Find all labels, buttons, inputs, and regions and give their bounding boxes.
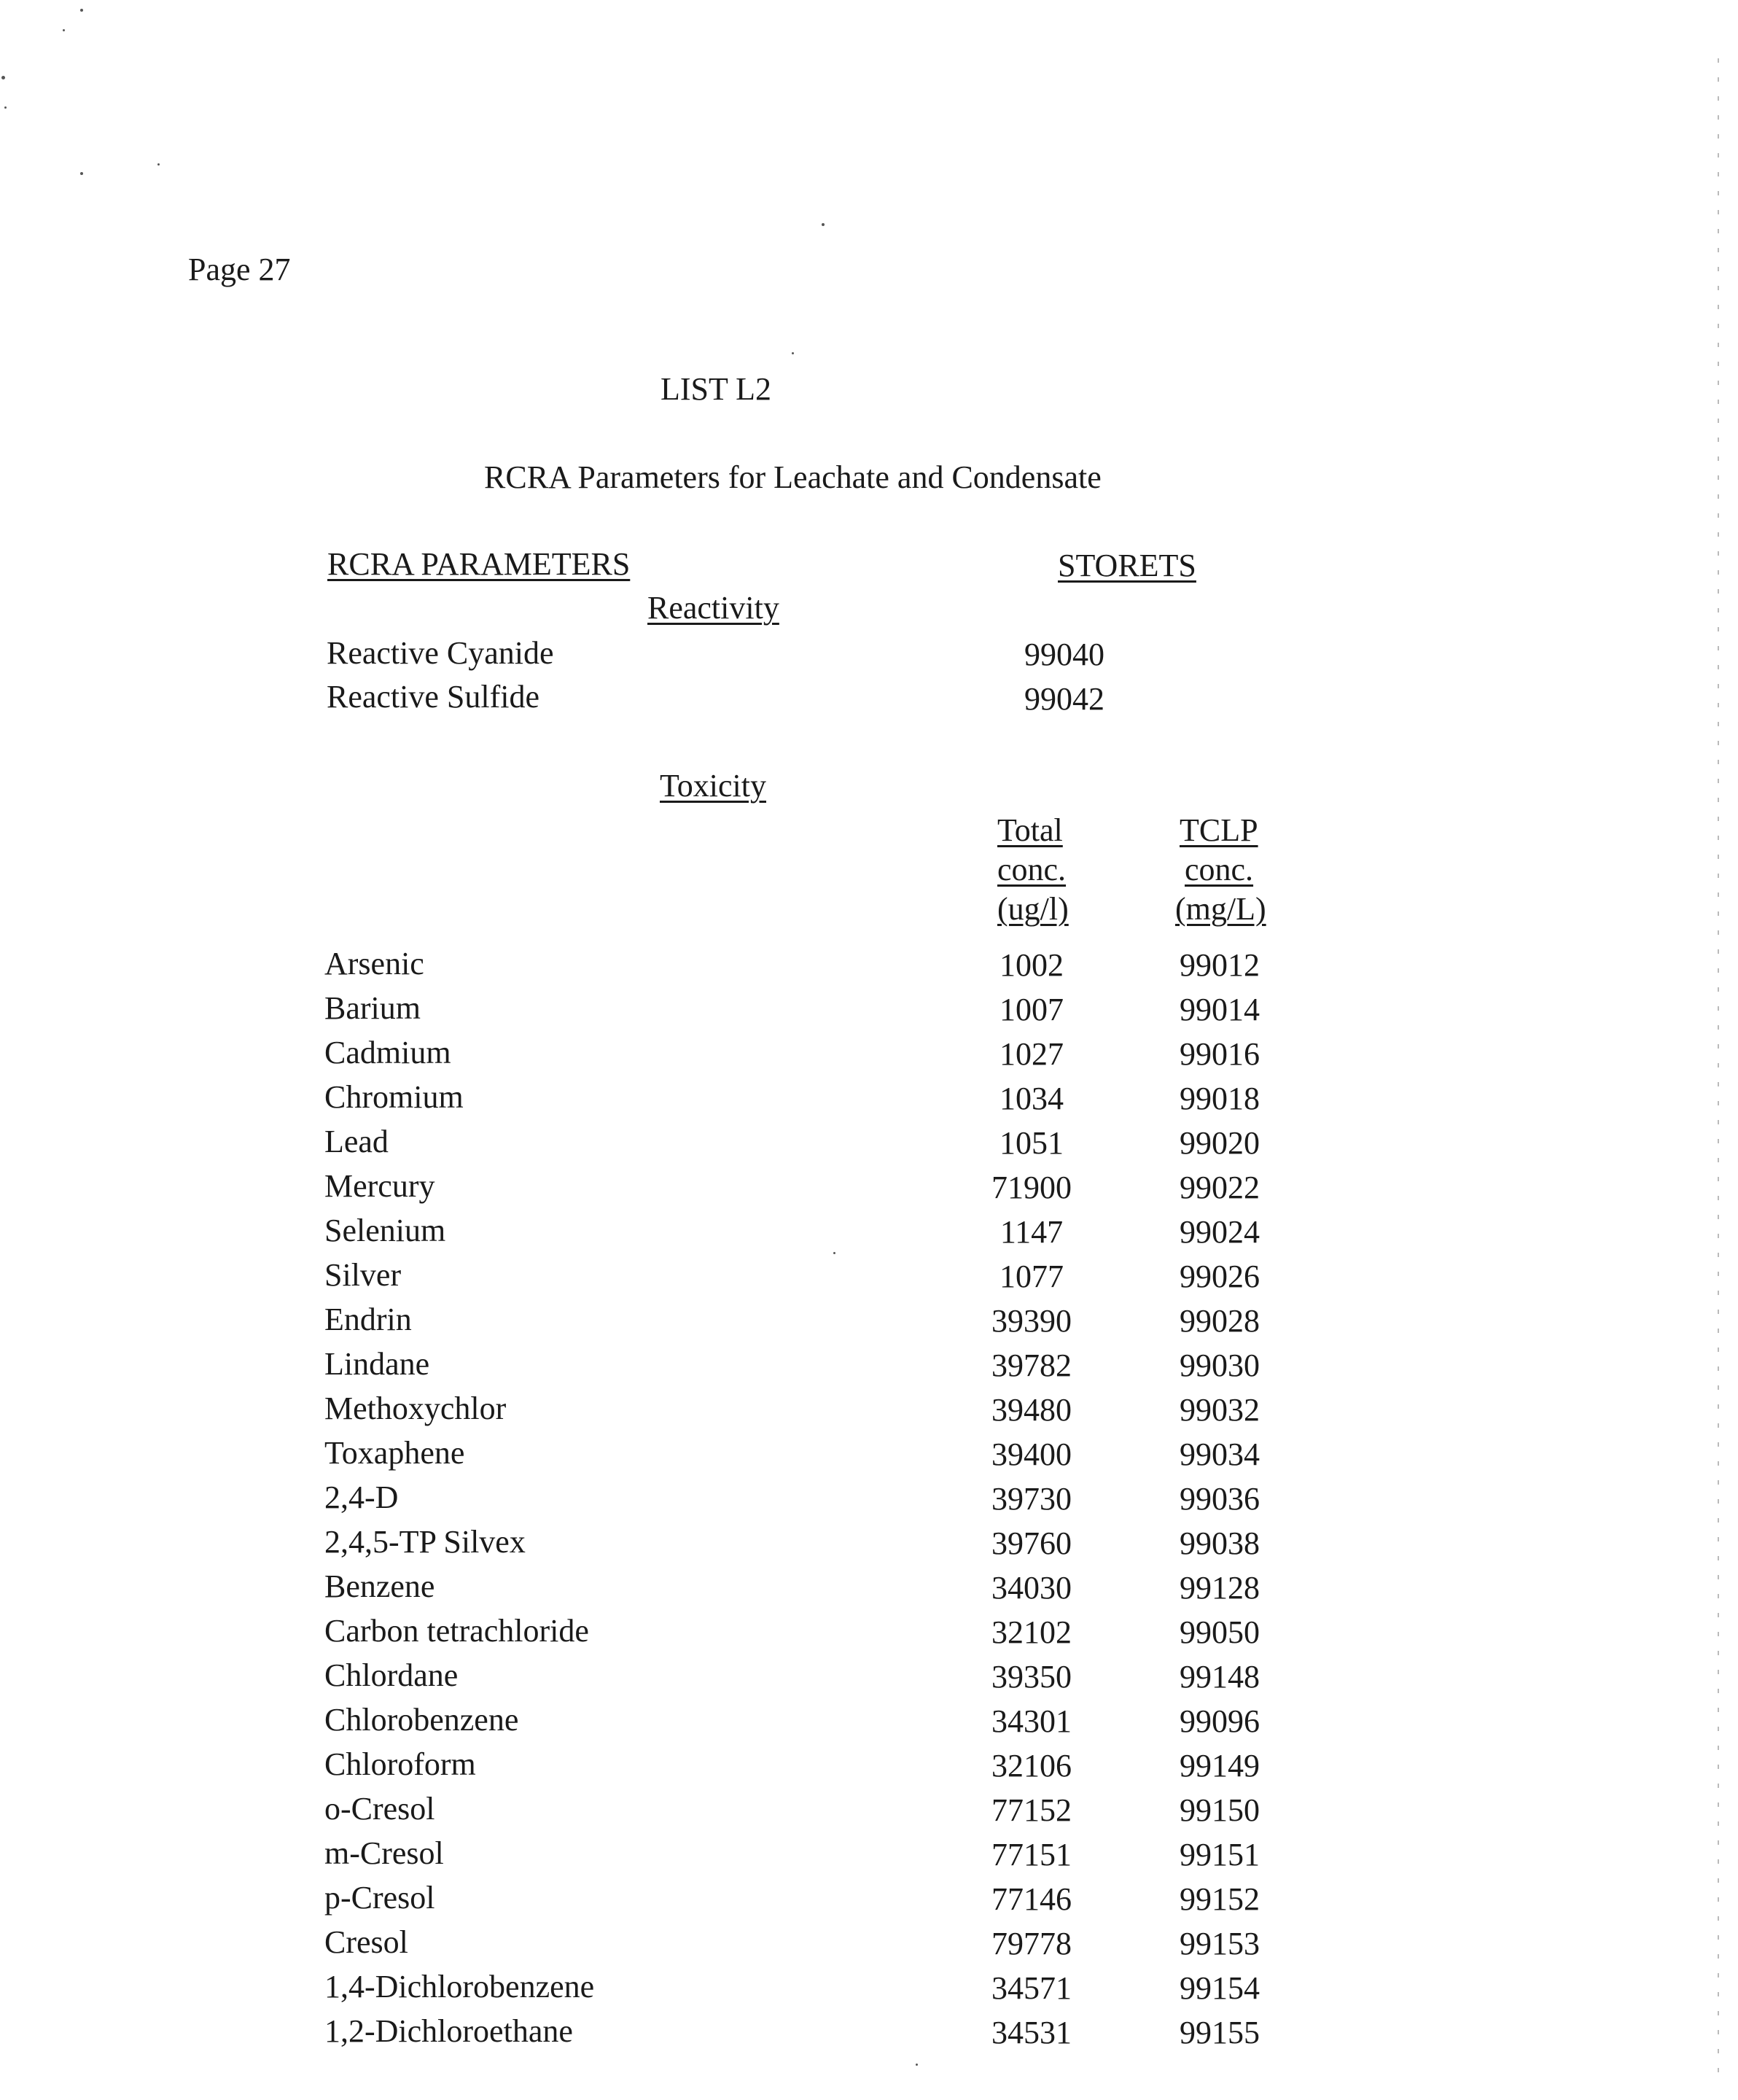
toxicity-row-tclp: 99148 [1180, 1659, 1260, 1695]
scan-speck [792, 352, 794, 354]
toxicity-row-name: Lead [324, 1124, 389, 1159]
toxicity-row-total: 77152 [991, 1792, 1072, 1828]
column-header-storets: STORETS [1058, 548, 1196, 583]
toxicity-row-name: p-Cresol [324, 1880, 435, 1916]
toxicity-row-tclp: 99154 [1180, 1970, 1260, 2006]
toxicity-row-total: 1034 [999, 1081, 1064, 1116]
scan-speck [157, 163, 160, 166]
toxicity-row-tclp: 99024 [1180, 1214, 1260, 1250]
toxicity-row-tclp: 99153 [1180, 1926, 1260, 1961]
scan-speck [63, 29, 65, 31]
toxicity-row-total: 77151 [991, 1837, 1072, 1872]
column-header-tclp: (mg/L) [1175, 891, 1266, 927]
toxicity-row-name: Benzene [324, 1568, 435, 1604]
reactivity-row-name: Reactive Cyanide [327, 635, 554, 671]
list-subtitle: RCRA Parameters for Leachate and Condensate [484, 459, 1102, 495]
column-header-total: (ug/l) [997, 891, 1069, 927]
toxicity-row-tclp: 99032 [1180, 1392, 1260, 1428]
column-header-total: Total [997, 812, 1063, 848]
toxicity-row-tclp: 99152 [1180, 1881, 1260, 1917]
toxicity-row-tclp: 99030 [1180, 1348, 1260, 1383]
toxicity-row-total: 32102 [991, 1614, 1072, 1650]
toxicity-row-tclp: 99036 [1180, 1481, 1260, 1517]
scan-speck [80, 9, 83, 12]
toxicity-row-total: 1002 [999, 947, 1064, 983]
toxicity-row-name: 2,4-D [324, 1479, 399, 1515]
column-header-tclp: conc. [1185, 852, 1254, 887]
toxicity-row-name: Endrin [324, 1302, 412, 1337]
toxicity-row-tclp: 99018 [1180, 1081, 1260, 1116]
scan-speck [80, 172, 83, 175]
toxicity-row-total: 79778 [991, 1926, 1072, 1961]
toxicity-row-total: 39760 [991, 1525, 1072, 1561]
toxicity-row-name: Barium [324, 990, 421, 1026]
toxicity-row-tclp: 99155 [1180, 2015, 1260, 2050]
toxicity-row-tclp: 99014 [1180, 992, 1260, 1027]
toxicity-row-name: Carbon tetrachloride [324, 1613, 589, 1649]
reactivity-row-code: 99042 [1024, 681, 1104, 717]
toxicity-row-total: 1051 [999, 1125, 1064, 1161]
toxicity-row-total: 34301 [991, 1703, 1072, 1739]
scan-speck [833, 1252, 835, 1254]
toxicity-row-total: 39730 [991, 1481, 1072, 1517]
toxicity-row-name: Chloroform [324, 1746, 476, 1782]
toxicity-row-name: Lindane [324, 1346, 430, 1382]
toxicity-row-tclp: 99150 [1180, 1792, 1260, 1828]
toxicity-row-tclp: 99012 [1180, 947, 1260, 983]
toxicity-row-name: Chlordane [324, 1657, 459, 1693]
toxicity-row-total: 1077 [999, 1259, 1064, 1294]
toxicity-row-name: Chlorobenzene [324, 1702, 519, 1738]
toxicity-row-total: 39480 [991, 1392, 1072, 1428]
toxicity-row-tclp: 99016 [1180, 1036, 1260, 1072]
reactivity-row-name: Reactive Sulfide [327, 679, 540, 715]
toxicity-row-tclp: 99128 [1180, 1570, 1260, 1606]
toxicity-row-tclp: 99050 [1180, 1614, 1260, 1650]
toxicity-row-tclp: 99034 [1180, 1436, 1260, 1472]
toxicity-row-total: 39390 [991, 1303, 1072, 1339]
toxicity-row-name: o-Cresol [324, 1791, 435, 1827]
toxicity-row-tclp: 99026 [1180, 1259, 1260, 1294]
scan-speck [4, 106, 7, 109]
toxicity-row-name: Selenium [324, 1213, 446, 1248]
toxicity-row-total: 39782 [991, 1348, 1072, 1383]
scan-edge-marks [1718, 58, 1719, 2085]
toxicity-row-name: 1,4-Dichlorobenzene [324, 1969, 595, 2004]
section-title-reactivity: Reactivity [647, 590, 779, 626]
toxicity-row-name: Mercury [324, 1168, 435, 1204]
column-header-total: conc. [997, 852, 1067, 887]
toxicity-row-total: 71900 [991, 1170, 1072, 1205]
toxicity-row-tclp: 99151 [1180, 1837, 1260, 1872]
toxicity-row-total: 34531 [991, 2015, 1072, 2050]
toxicity-row-total: 32106 [991, 1748, 1072, 1784]
toxicity-row-total: 1027 [999, 1036, 1064, 1072]
column-header-parameters: RCRA PARAMETERS [327, 546, 631, 582]
toxicity-row-tclp: 99038 [1180, 1525, 1260, 1561]
toxicity-row-name: Arsenic [324, 946, 424, 981]
toxicity-row-total: 34571 [991, 1970, 1072, 2006]
toxicity-row-total: 1147 [999, 1214, 1064, 1250]
toxicity-row-tclp: 99096 [1180, 1703, 1260, 1739]
toxicity-row-name: Cresol [324, 1924, 408, 1960]
toxicity-row-name: m-Cresol [324, 1835, 444, 1871]
toxicity-row-name: 2,4,5-TP Silvex [324, 1524, 526, 1560]
toxicity-row-tclp: 99022 [1180, 1170, 1260, 1205]
scan-speck [822, 223, 825, 226]
reactivity-row-code: 99040 [1024, 637, 1104, 672]
page-number: Page 27 [188, 252, 291, 287]
toxicity-row-name: Silver [324, 1257, 402, 1293]
section-title-toxicity: Toxicity [660, 768, 767, 804]
toxicity-row-total: 1007 [999, 992, 1064, 1027]
scan-speck [916, 2064, 918, 2066]
toxicity-row-name: Methoxychlor [324, 1391, 507, 1426]
toxicity-row-total: 39400 [991, 1436, 1072, 1472]
toxicity-row-name: 1,2-Dichloroethane [324, 2013, 573, 2049]
list-title: LIST L2 [660, 371, 771, 407]
toxicity-row-tclp: 99028 [1180, 1303, 1260, 1339]
toxicity-row-total: 39350 [991, 1659, 1072, 1695]
toxicity-row-tclp: 99020 [1180, 1125, 1260, 1161]
column-header-tclp: TCLP [1180, 812, 1258, 848]
toxicity-row-name: Cadmium [324, 1035, 451, 1070]
toxicity-row-total: 77146 [991, 1881, 1072, 1917]
scan-speck [1, 76, 5, 79]
toxicity-row-name: Toxaphene [324, 1435, 465, 1471]
toxicity-row-tclp: 99149 [1180, 1748, 1260, 1784]
toxicity-row-name: Chromium [324, 1079, 464, 1115]
toxicity-row-total: 34030 [991, 1570, 1072, 1606]
